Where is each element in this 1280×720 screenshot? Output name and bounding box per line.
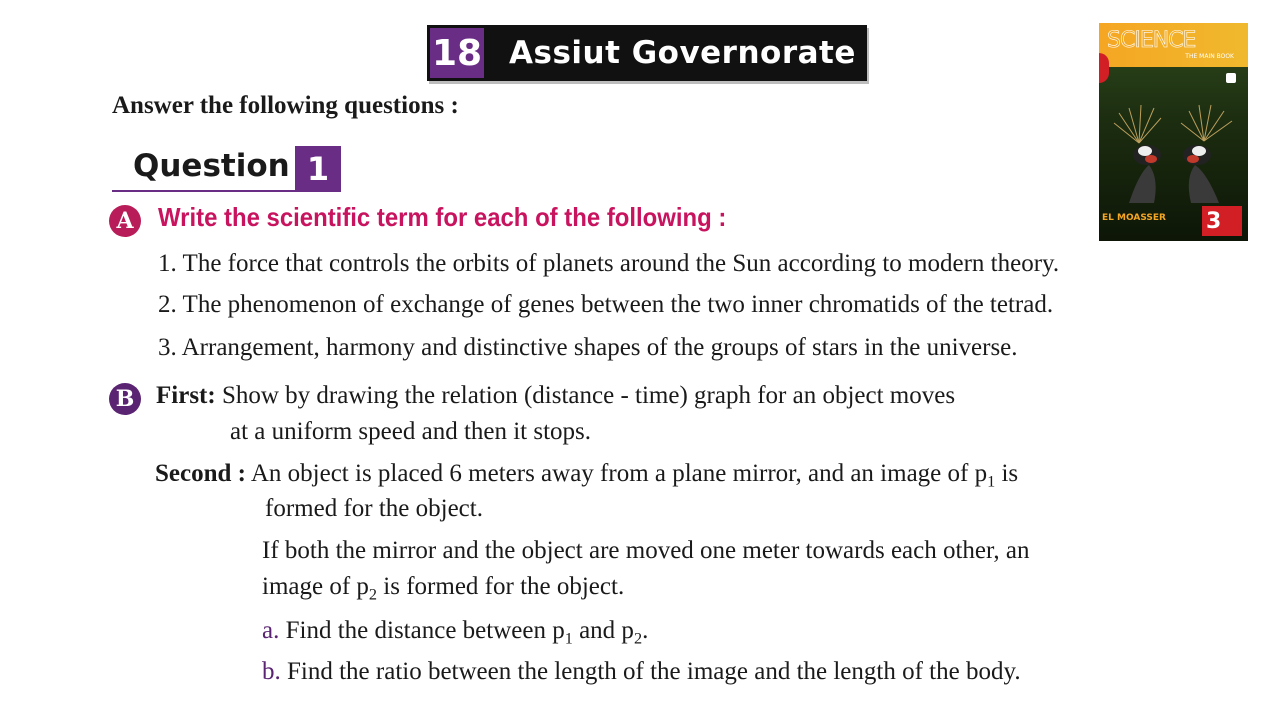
cover-red-tab <box>1099 53 1109 83</box>
section-a-item-1: 1. The force that controls the orbits of planets around the Sun according to modern theory. <box>158 250 1060 277</box>
section-a-marker: A <box>109 205 141 237</box>
cover-brand: EL MOASSER <box>1102 213 1166 223</box>
instructions-heading: Answer the following questions : <box>112 92 459 119</box>
question-label: Question <box>133 148 290 184</box>
cover-logo-icon <box>1226 73 1236 83</box>
section-b-second-line-4 <box>262 573 624 605</box>
section-b-second-line-2: formed for the object. <box>265 495 483 522</box>
first-label: First: <box>156 382 216 409</box>
subscript-2: 2 <box>368 585 378 604</box>
part-a-subscript-2: 2 <box>633 629 643 648</box>
first-text-1: Show by drawing the relation (distance - time) graph for an object moves <box>221 382 956 409</box>
section-a-item-2: 2. The phenomenon of exchange of genes between the two inner chromatids of the tetrad. <box>158 291 1054 318</box>
cover-subtitle: THE MAIN BOOK <box>1185 53 1234 60</box>
question-number-badge: 1 <box>295 146 341 192</box>
part-a-text-mid: and p <box>572 617 634 644</box>
cover-title: SCIENCE <box>1107 28 1196 53</box>
exam-number-badge: 18 <box>430 28 484 78</box>
book-cover-image <box>1099 23 1248 241</box>
subscript-1: 1 <box>987 472 996 491</box>
part-a-label: a. <box>262 617 280 644</box>
second-text-1-pre: An object is placed 6 meters away from a plane mirror, and an image of p <box>250 460 988 487</box>
section-a-title: Write the scientific term for each of the following : <box>158 202 727 232</box>
second-label: Second : <box>155 460 246 487</box>
section-b-marker: B <box>109 383 141 415</box>
part-a-subscript-1: 1 <box>564 629 573 648</box>
part-a-text-post: . <box>642 617 649 644</box>
second-text-1-post: is <box>995 460 1019 487</box>
cover-grade-badge: 3 <box>1202 206 1242 236</box>
second-text-4-post: is formed for the object. <box>377 573 625 600</box>
part-a-text-pre: Find the distance between p <box>285 617 565 644</box>
crowned-crane-illustration <box>1099 83 1248 203</box>
section-b-second-line-3: If both the mirror and the object are moved one meter towards each other, an <box>262 537 1030 564</box>
second-text-4-pre: image of p <box>262 573 369 600</box>
section-b-second-line-1 <box>155 460 1018 492</box>
header-banner <box>427 25 867 81</box>
question-underline <box>112 190 298 192</box>
governorate-title: Assiut Governorate <box>509 35 856 71</box>
part-b-text: Find the ratio between the length of the image and the length of the body. <box>287 658 1021 685</box>
section-b-first-line-1 <box>156 382 955 410</box>
part-b-line <box>262 658 1021 686</box>
part-a-line <box>262 617 648 649</box>
section-b-first-line-2: at a uniform speed and then it stops. <box>230 418 592 445</box>
section-a-item-3: 3. Arrangement, harmony and distinctive shapes of the groups of stars in the universe. <box>158 334 1018 361</box>
part-b-label: b. <box>262 658 281 685</box>
